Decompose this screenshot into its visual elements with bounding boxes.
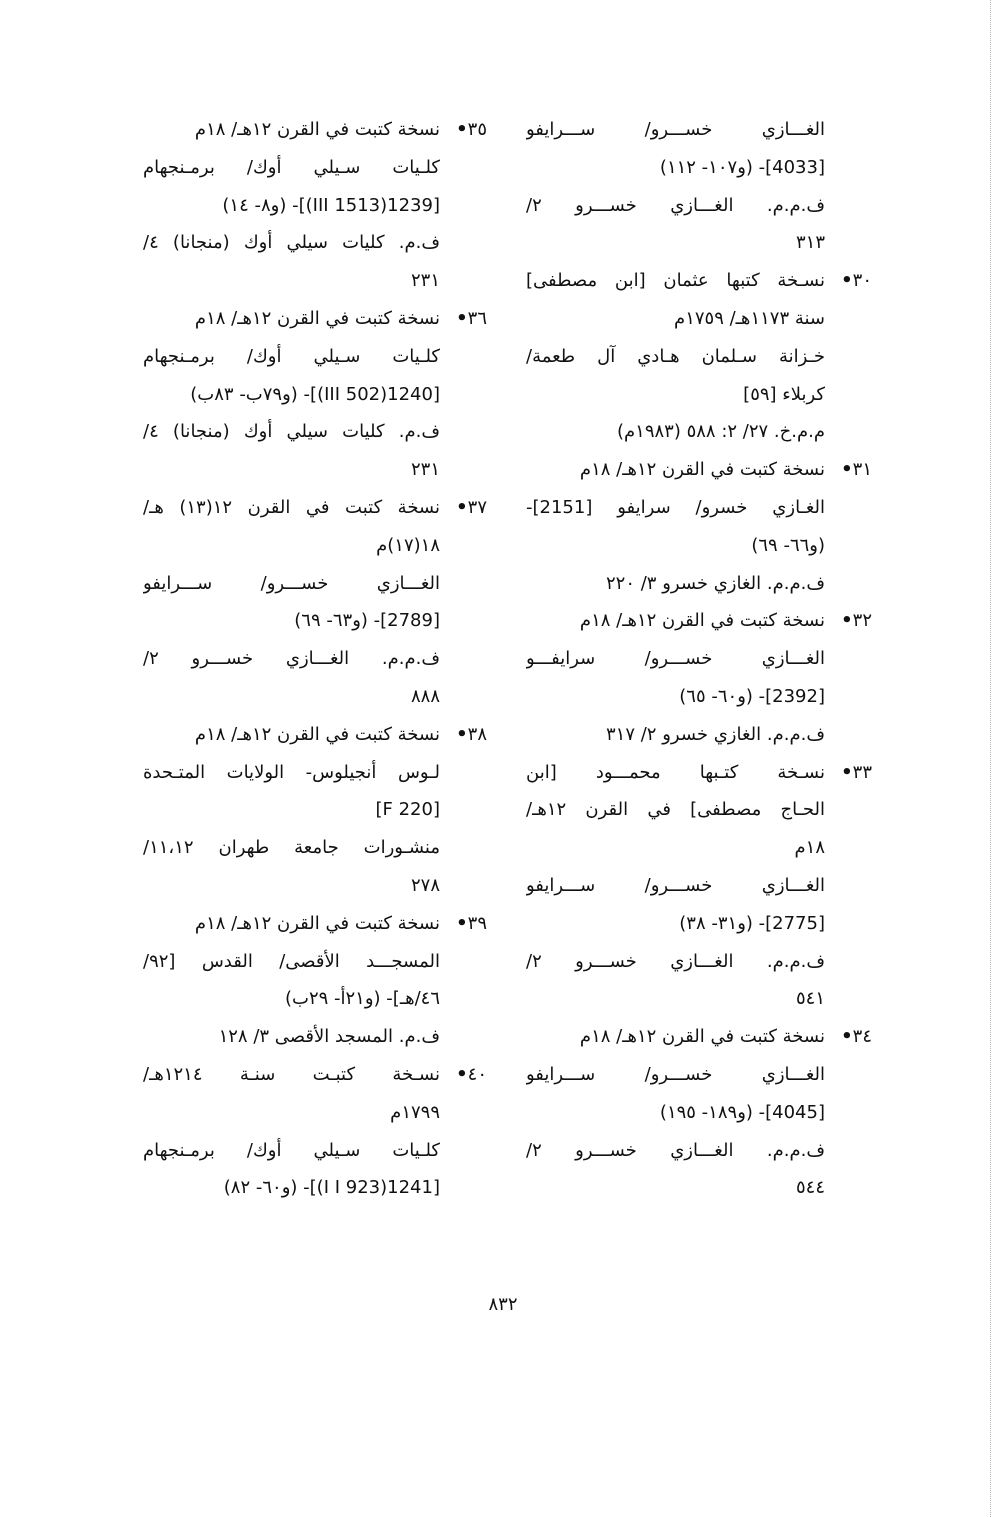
text-line: الغـازي خسرو/ سرايفو [2151]- [526, 496, 825, 518]
entry-number: ٣٨ [467, 723, 487, 745]
text-line: سنة ١١٧٣هـ/ ١٧٥٩م [674, 307, 825, 329]
page-number: ٨٣٢ [488, 1294, 518, 1315]
text-line: نسخة كتبت في القرن ١٢هـ/ ١٨م [579, 459, 825, 481]
entry-number: ٣٩ [467, 912, 487, 934]
entry-paragraph [526, 1056, 872, 1132]
entry-marker [825, 262, 872, 300]
entry-paragraph [143, 1132, 487, 1208]
bullet-marker: • [841, 610, 853, 632]
text-line: ف.م. المسجد الأقصى ٣/ ١٢٨ [218, 1026, 440, 1048]
catalog-entry [143, 905, 487, 1056]
entry-paragraph [143, 754, 487, 830]
text-line: نسخة كتبت في القرن ١٢هـ/ ١٨م [194, 307, 440, 329]
bullet-marker: • [456, 723, 468, 745]
text-line: [1241(923 I I)]- (و٦٠- ٨٢) [223, 1177, 440, 1199]
entry-paragraph [526, 111, 872, 187]
entry-number: ٤٠ [467, 1063, 487, 1085]
text-line: ٢٧٨ [410, 874, 440, 896]
text-line: الغـــازي خســـرو/ سرايفـــو [526, 648, 825, 670]
text-line: الغـــازي خســـرو/ ســـرايفو [526, 874, 825, 896]
text-line: نسخة كتبت في القرن ١٢(١٣) هـ/ [143, 496, 440, 518]
entry-number: ٣٥ [467, 119, 487, 140]
text-line: ف.م.م. الغازي خسرو ٢/ ٣١٧ [605, 723, 825, 745]
entry-paragraph [526, 338, 872, 414]
text-line: ٥٤٤ [795, 1177, 825, 1199]
text-line: م.م.خ. ٢٧/ ٢: ٥٨٨ (١٩٨٣م) [616, 421, 825, 443]
text-line: ٨٨٨ [410, 685, 440, 707]
catalog-entry [526, 111, 872, 262]
catalog-entry [526, 602, 872, 753]
bullet-marker: • [841, 459, 853, 481]
bullet-marker: • [456, 119, 468, 140]
text-line: [1240(502 III)]- (و٧٩ب- ٨٣ب) [190, 383, 440, 405]
text-line: ٢٣١ [410, 459, 440, 481]
text-line: [1239(1513 III)]- (و٨- ١٤) [222, 194, 440, 216]
entry-paragraph [526, 754, 872, 867]
entry-paragraph [526, 716, 872, 754]
text-line: ١٧٩٩م [390, 1101, 440, 1123]
bullet-marker: • [456, 912, 468, 934]
text-line: ف.م.م. الغـــازي خســـرو ٢/ [526, 1139, 825, 1161]
text-line: [2775]- (و٣١- ٣٨) [679, 912, 825, 934]
text-line: كربلاء [٥٩] [743, 383, 825, 405]
text-line: الحـاج مصطفى] في القرن ١٢هـ/ [526, 799, 825, 821]
text-line: (و٦٦- ٦٩) [751, 534, 825, 556]
text-line: كلـيات سـيلي أوك/ برمـنجهام [143, 156, 440, 178]
text-line: ٢٣١ [410, 270, 440, 292]
entry-paragraph [143, 413, 487, 489]
text-line: ف.م.م. الغـــازي خســـرو ٢/ [143, 648, 440, 670]
entry-marker [825, 754, 872, 792]
entry-paragraph [143, 149, 487, 225]
entry-paragraph [143, 943, 487, 1019]
bullet-marker: • [841, 1026, 853, 1048]
entry-paragraph [143, 640, 487, 716]
catalog-entry [143, 716, 487, 905]
catalog-entry [526, 1018, 872, 1207]
entry-paragraph [526, 602, 872, 640]
entry-paragraph [143, 1056, 487, 1132]
text-line: ف.م.م. الغازي خسرو ٣/ ٢٢٠ [605, 572, 825, 594]
right-column [526, 111, 872, 1207]
text-line: نسخة كتبت في القرن ١٢هـ/ ١٨م [194, 723, 440, 745]
text-line: [4045]- (و١٨٩- ١٩٥) [659, 1101, 825, 1123]
catalog-entry [143, 111, 487, 300]
text-line: [2392]- (و٦٠- ٦٥) [679, 685, 825, 707]
text-line: نسخة كتبت في القرن ١٢هـ/ ١٨م [194, 119, 440, 140]
text-line: ٤٦/هـ]- (و٢١أ- ٢٩ب) [284, 988, 440, 1010]
entry-paragraph [526, 262, 872, 338]
entry-marker [440, 716, 487, 754]
text-line: ١٨م [794, 837, 825, 859]
text-line: [4033]- (و١٠٧- ١١٢) [659, 156, 825, 178]
catalog-entry [143, 1056, 487, 1207]
text-line: نسـخة كتـبها محمـــود [ابن [526, 761, 825, 783]
entry-paragraph [526, 1132, 872, 1208]
text-line: [F 220] [375, 799, 440, 821]
text-line: نسـخة كتبها عثمان [ابن مصطفى] [526, 270, 825, 292]
entry-paragraph [526, 867, 872, 943]
entry-number: ٣٧ [467, 496, 487, 518]
entry-paragraph [143, 829, 487, 905]
entry-marker [440, 489, 487, 527]
text-line: [2789]- (و٦٣- ٦٩) [294, 610, 440, 632]
entry-paragraph [526, 565, 872, 603]
left-column [143, 111, 487, 1207]
entry-paragraph [143, 111, 487, 149]
entry-paragraph [526, 943, 872, 1019]
catalog-entry [143, 300, 487, 489]
text-line: نسخة كتبت في القرن ١٢هـ/ ١٨م [579, 610, 825, 632]
entry-marker [440, 905, 487, 943]
entry-number: ٣٤ [852, 1026, 872, 1048]
bullet-marker: • [841, 270, 853, 292]
catalog-entry [526, 754, 872, 1019]
entry-paragraph [526, 187, 872, 263]
bullet-marker: • [456, 496, 468, 518]
entry-number: ٣٢ [852, 610, 872, 632]
catalog-entry [526, 262, 872, 451]
text-line: ف.م.م. الغـــازي خســـرو ٢/ [526, 950, 825, 972]
entry-marker [825, 1018, 872, 1056]
text-line: كلـيات سـيلي أوك/ برمـنجهام [143, 1139, 440, 1161]
text-line: منشـورات جامعة طهران ١١،١٢/ [143, 837, 440, 859]
text-line: ٥٤١ [795, 988, 825, 1010]
text-line: ١٨(١٧)م [376, 534, 440, 556]
entry-paragraph [143, 224, 487, 300]
entry-number: ٣٦ [467, 307, 487, 329]
entry-marker [825, 451, 872, 489]
entry-marker [440, 1056, 487, 1094]
catalog-entry [143, 489, 487, 716]
entry-marker [440, 300, 487, 338]
entry-number: ٣١ [852, 459, 872, 481]
text-line: ٣١٣ [795, 232, 825, 254]
entry-paragraph [143, 489, 487, 565]
text-line: نسخة كتبت في القرن ١٢هـ/ ١٨م [579, 1026, 825, 1048]
text-line: كلـيات سـيلي أوك/ برمـنجهام [143, 345, 440, 367]
entry-paragraph [526, 1018, 872, 1056]
text-line: نسـخة كتبـت سنـة ١٢١٤هـ/ [143, 1063, 440, 1085]
entry-paragraph [526, 640, 872, 716]
entry-paragraph [526, 489, 872, 565]
catalog-entry [526, 451, 872, 602]
text-line: الغـــازي خســـرو/ ســـرايفو [526, 119, 825, 140]
entry-marker [825, 602, 872, 640]
bullet-marker: • [841, 761, 853, 783]
bullet-marker: • [456, 1063, 468, 1085]
text-line: نسخة كتبت في القرن ١٢هـ/ ١٨م [194, 912, 440, 934]
text-line: المسجـــد الأقصى/ القدس [٩٢/ [143, 950, 440, 972]
text-line: الغـــازي خســـرو/ ســـرايفو [526, 1063, 825, 1085]
scan-margin-line [990, 0, 991, 1517]
text-line: لـوس أنجيلوس- الولايات المتـحدة [143, 761, 440, 783]
entry-paragraph [143, 300, 487, 338]
entry-paragraph [143, 565, 487, 641]
bullet-marker: • [456, 307, 468, 329]
text-line: الغـــازي خســـرو/ ســـرايفو [143, 572, 440, 594]
entry-paragraph [526, 451, 872, 489]
entry-number: ٣٣ [852, 761, 872, 783]
entry-paragraph [143, 905, 487, 943]
entry-marker [440, 111, 487, 149]
entry-paragraph [143, 716, 487, 754]
text-line: ف.م. كليات سيلي أوك (منجانا) ٤/ [143, 421, 440, 443]
entry-paragraph [143, 338, 487, 414]
text-line: ف.م.م. الغـــازي خســـرو ٢/ [526, 194, 825, 216]
text-line: ف.م. كليات سيلي أوك (منجانا) ٤/ [143, 232, 440, 254]
entry-paragraph [143, 1018, 487, 1056]
entry-number: ٣٠ [852, 270, 872, 292]
text-line: خـزانة سـلمان هـادي آل طعمة/ [526, 345, 825, 367]
entry-paragraph [526, 413, 872, 451]
